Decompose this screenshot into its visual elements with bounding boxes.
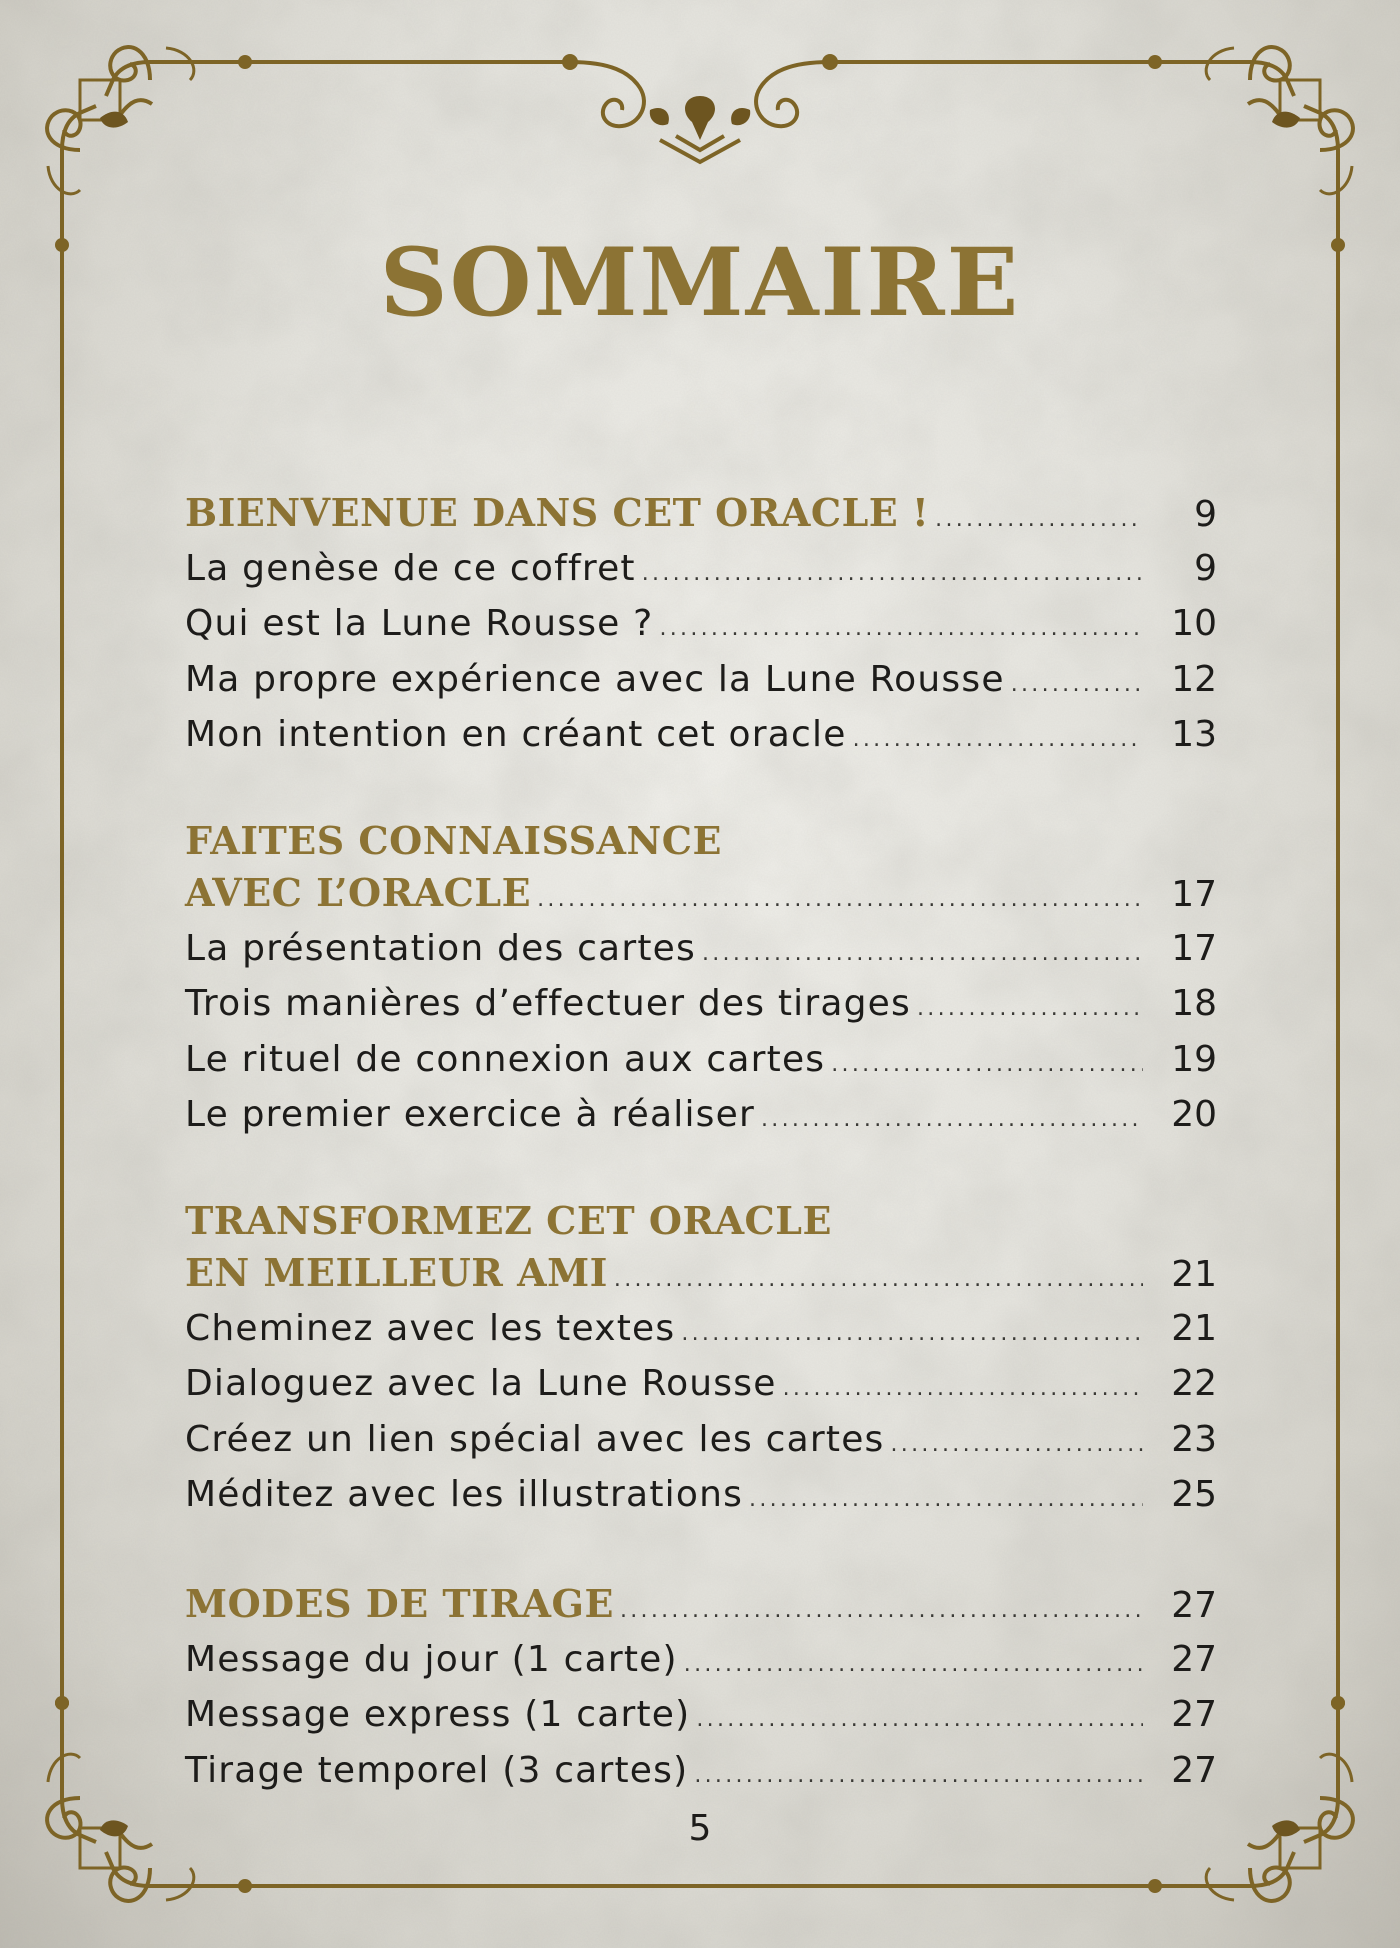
toc-entry-page-number: 20 <box>1171 1094 1217 1136</box>
page-number: 5 <box>688 1808 712 1849</box>
dot-leader <box>642 546 1143 602</box>
dot-leader <box>831 1037 1143 1093</box>
dot-leader <box>694 1748 1143 1804</box>
toc-entry-label: Trois manières d’effectuer des tirages <box>185 983 911 1025</box>
toc-entry-label: Tirage temporel (3 cartes) <box>185 1749 689 1791</box>
toc-entry[interactable] <box>185 541 1217 597</box>
dot-leader <box>614 1252 1143 1308</box>
toc-section <box>185 1196 1217 1523</box>
toc-entry-page-number: 27 <box>1171 1638 1217 1680</box>
page-title: SOMMAIRE <box>379 228 1021 338</box>
section-page-number: 27 <box>1171 1584 1217 1626</box>
toc-entry-page-number: 18 <box>1171 983 1217 1025</box>
section-heading-label: EN MEILLEUR AMI <box>185 1249 608 1295</box>
toc-entry[interactable] <box>185 1032 1217 1088</box>
toc-entry[interactable] <box>185 707 1217 763</box>
toc-entry-label: Mon intention en créant cet oracle <box>185 714 847 756</box>
toc-entry[interactable] <box>185 1301 1217 1357</box>
toc-entry-page-number: 27 <box>1171 1694 1217 1736</box>
section-heading[interactable] <box>185 1245 1217 1301</box>
table-of-contents <box>185 485 1217 1851</box>
toc-section <box>185 485 1217 763</box>
section-page-number: 17 <box>1171 873 1217 915</box>
toc-entry-page-number: 9 <box>1194 547 1217 589</box>
toc-section <box>185 816 1217 1143</box>
toc-entry[interactable] <box>185 921 1217 977</box>
toc-entry-page-number: 21 <box>1171 1307 1217 1349</box>
dot-leader <box>696 1692 1143 1748</box>
toc-entry-page-number: 13 <box>1171 714 1217 756</box>
dot-leader <box>783 1361 1143 1417</box>
dot-leader <box>917 981 1143 1037</box>
toc-entry[interactable] <box>185 1632 1217 1688</box>
toc-section <box>185 1576 1217 1798</box>
toc-entry-page-number: 25 <box>1171 1474 1217 1516</box>
toc-entry[interactable] <box>185 1687 1217 1743</box>
toc-entry[interactable] <box>185 652 1217 708</box>
toc-entry[interactable] <box>185 596 1217 652</box>
toc-entry-label: La présentation des cartes <box>185 927 696 969</box>
dot-leader <box>702 926 1143 982</box>
toc-entry-label: La genèse de ce coffret <box>185 547 636 589</box>
toc-entry[interactable] <box>185 1467 1217 1523</box>
toc-entry[interactable] <box>185 1743 1217 1799</box>
dot-leader <box>749 1472 1143 1528</box>
section-heading[interactable] <box>185 485 1217 541</box>
section-page-number: 21 <box>1171 1253 1217 1295</box>
toc-entry[interactable] <box>185 1356 1217 1412</box>
dot-leader <box>620 1583 1143 1639</box>
dot-leader <box>761 1092 1143 1148</box>
toc-entry-page-number: 12 <box>1171 658 1217 700</box>
toc-entry-label: Le rituel de connexion aux cartes <box>185 1038 826 1080</box>
toc-entry-page-number: 10 <box>1171 603 1217 645</box>
toc-entry-label: Cheminez avec les textes <box>185 1307 676 1349</box>
dot-leader <box>853 712 1143 768</box>
dot-leader <box>935 492 1143 548</box>
dot-leader <box>659 601 1143 657</box>
toc-entry-label: Dialoguez avec la Lune Rousse <box>185 1363 777 1405</box>
section-heading-label: MODES DE TIRAGE <box>185 1580 614 1626</box>
toc-entry-page-number: 17 <box>1171 927 1217 969</box>
section-page-number: 9 <box>1194 494 1217 535</box>
toc-entry-label: Le premier exercice à réaliser <box>185 1094 755 1136</box>
toc-entry-label: Créez un lien spécial avec les cartes <box>185 1418 885 1460</box>
toc-entry-page-number: 23 <box>1171 1418 1217 1460</box>
section-heading-label: AVEC L’ORACLE <box>185 869 532 915</box>
dot-leader <box>891 1417 1143 1473</box>
dot-leader <box>537 872 1143 928</box>
section-heading[interactable] <box>185 1576 1217 1632</box>
toc-entry-label: Ma propre expérience avec la Lune Rousse <box>185 658 1005 700</box>
toc-entry[interactable] <box>185 976 1217 1032</box>
toc-entry-page-number: 22 <box>1171 1363 1217 1405</box>
toc-entry[interactable] <box>185 1412 1217 1468</box>
toc-entry-label: Message du jour (1 carte) <box>185 1638 678 1680</box>
toc-entry-label: Message express (1 carte) <box>185 1694 691 1736</box>
dot-leader <box>684 1637 1143 1693</box>
section-heading-label: BIENVENUE DANS CET ORACLE ! <box>185 490 930 535</box>
toc-entry-page-number: 19 <box>1171 1038 1217 1080</box>
toc-entry-label: Méditez avec les illustrations <box>185 1474 744 1516</box>
toc-entry[interactable] <box>185 1087 1217 1143</box>
toc-entry-label: Qui est la Lune Rousse ? <box>185 603 654 645</box>
dot-leader <box>1011 657 1143 713</box>
section-heading[interactable] <box>185 865 1217 921</box>
section-heading-line: TRANSFORMEZ CET ORACLE <box>185 1197 832 1243</box>
section-heading-line: FAITES CONNAISSANCE <box>185 817 722 863</box>
dot-leader <box>681 1306 1143 1362</box>
toc-entry-page-number: 27 <box>1171 1749 1217 1791</box>
